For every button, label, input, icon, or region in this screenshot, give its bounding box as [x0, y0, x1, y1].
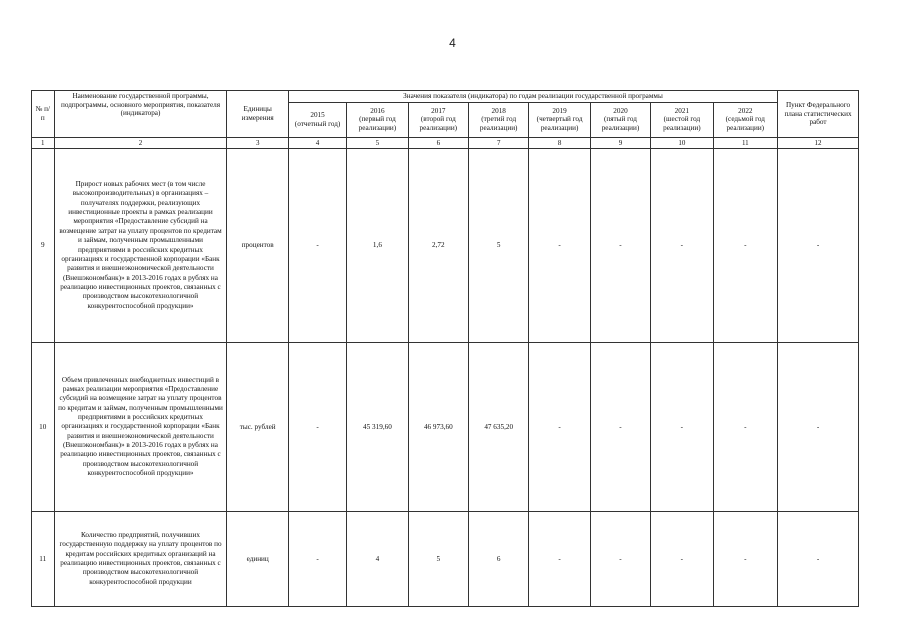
column-number: 3	[227, 137, 288, 148]
indicator-name: Количество предприятий, получивших государственную поддержку на уплату процентов по кредитам российских кредитных организаций на реализацию инвестиционных проектов, связанных с производством высокотехнологичной конкурентоспособной продукции	[54, 512, 227, 607]
header-year: 2020	[613, 106, 628, 115]
value-cell: 5	[408, 512, 468, 607]
value-cell: 5	[469, 149, 529, 343]
header-year: 2018	[491, 106, 506, 115]
header-year-note: (второй год реализации)	[419, 115, 458, 132]
header-year-cell	[408, 102, 468, 137]
value-cell: 6	[469, 512, 529, 607]
header-year-cell	[469, 102, 529, 137]
header-year-note: (шестой год реализации)	[663, 115, 701, 132]
column-number: 6	[408, 137, 468, 148]
value-cell: -	[529, 149, 590, 343]
header-year: 2017	[431, 106, 446, 115]
header-year-note: (отчетный год)	[294, 119, 341, 128]
indicator-name: Прирост новых рабочих мест (в том числе высокопроизводительных) в организациях – получателях поддержки, реализующих инвестиционные проекты в рамках реализации мероприятия «Предоставление субсидий на возмещение затрат на уплату процентов по кредитам и займам, полученным промышленными предприятиями в российских кредитных организациях и государственной корпорации «Банк развития и внешнеэкономической деятельности (Внешэкономбанк)» в 2013-2016 годах в рублях на реализацию инвестиционных проектов, связанных с производством высокотехнологичной конкурентоспособной продукции»	[54, 149, 227, 343]
value-cell: -	[590, 343, 650, 512]
unit-cell: тыс. рублей	[227, 343, 288, 512]
plan-cell: -	[778, 512, 859, 607]
column-number: 4	[288, 137, 346, 148]
unit-cell: единиц	[227, 512, 288, 607]
value-cell: -	[590, 149, 650, 343]
column-number: 8	[529, 137, 590, 148]
value-cell: -	[529, 512, 590, 607]
header-year-cell	[651, 102, 713, 137]
header-year: 2021	[674, 106, 690, 115]
header-year-note: (четвертый год реализации)	[536, 115, 583, 132]
column-number: 9	[590, 137, 650, 148]
page-number: 4	[449, 36, 456, 50]
header-year: 2016	[370, 106, 385, 115]
column-number: 12	[778, 137, 859, 148]
unit-cell: процентов	[227, 149, 288, 343]
value-cell: 46 973,60	[408, 343, 468, 512]
column-number: 10	[651, 137, 713, 148]
column-number: 11	[713, 137, 777, 148]
value-cell: -	[288, 512, 346, 607]
plan-cell: -	[778, 149, 859, 343]
header-year-note: (первый год реализации)	[358, 115, 397, 132]
row-number: 9	[32, 149, 55, 343]
table-row	[32, 512, 859, 607]
value-cell: 4	[347, 512, 408, 607]
row-number: 11	[32, 512, 55, 607]
row-number: 10	[32, 343, 55, 512]
value-cell: -	[288, 149, 346, 343]
header-year-cell	[288, 102, 346, 137]
value-cell: -	[651, 343, 713, 512]
value-cell: 2,72	[408, 149, 468, 343]
header-year-note: (седьмой год реализации)	[725, 115, 765, 132]
value-cell: -	[288, 343, 346, 512]
table-row	[32, 343, 859, 512]
header-year-cell	[590, 102, 650, 137]
column-number: 2	[54, 137, 227, 148]
header-year-cell	[713, 102, 777, 137]
value-cell: -	[713, 512, 777, 607]
header-plan-point: Пункт Федерального плана статистических работ	[778, 91, 859, 138]
header-values-group: Значения показателя (индикатора) по годам реализации государственной программы	[288, 91, 777, 103]
table-row	[32, 149, 859, 343]
header-name: Наименование государственной программы, подпрограммы, основного мероприятия, показателя (индикатора)	[54, 91, 227, 138]
value-cell: 47 635,20	[469, 343, 529, 512]
column-numbers-row	[32, 137, 859, 148]
value-cell: -	[651, 512, 713, 607]
header-units: Единицы измерения	[227, 91, 288, 138]
value-cell: -	[590, 512, 650, 607]
plan-cell: -	[778, 343, 859, 512]
indicators-table	[31, 90, 859, 607]
header-year-note: (третий год реализации)	[479, 115, 518, 132]
header-year: 2019	[552, 106, 567, 115]
value-cell: 45 319,60	[347, 343, 408, 512]
column-number: 1	[32, 137, 55, 148]
header-year: 2015	[310, 111, 325, 119]
header-year-cell	[347, 102, 408, 137]
header-year-note: (пятый год реализации)	[601, 115, 640, 132]
header-year: 2022	[738, 106, 753, 115]
value-cell: -	[651, 149, 713, 343]
column-number: 5	[347, 137, 408, 148]
header-year-cell	[529, 102, 590, 137]
value-cell: 1,6	[347, 149, 408, 343]
header-num: № п/п	[32, 91, 55, 138]
indicator-name: Объем привлеченных внебюджетных инвестиций в рамках реализации мероприятия «Предоставление субсидий на возмещение затрат на уплату процентов по кредитам и займам, полученным промышленными предприятиями в российских кредитных организациях и государственной корпорации «Банк развития и внешнеэкономической деятельности (Внешэкономбанк)» в 2013-2016 годах в рублях на реализацию инвестиционных проектов, связанных с производством высокотехнологичной конкурентоспособной продукции»	[54, 343, 227, 512]
value-cell: -	[713, 343, 777, 512]
column-number: 7	[469, 137, 529, 148]
value-cell: -	[529, 343, 590, 512]
value-cell: -	[713, 149, 777, 343]
